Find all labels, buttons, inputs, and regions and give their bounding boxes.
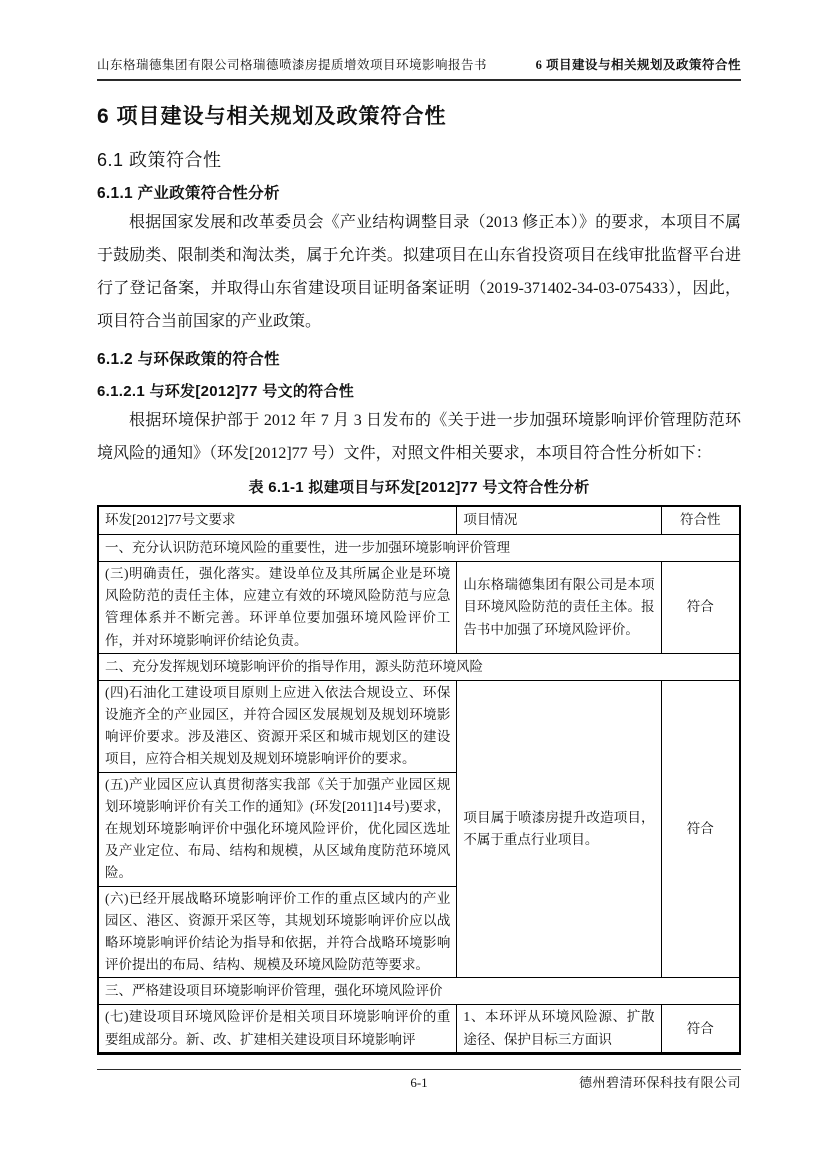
requirement-four: (四)石油化工建设项目原则上应进入依法合规设立、环保设施齐全的产业园区，并符合园区发展规划及规划环境影响评价要求。涉及港区、资源开采区和城市规划区的建设项目，应符合相关规划及规划环境影响评价的要求。: [98, 680, 457, 772]
section-title-policy-conformity: 6.1 政策符合性: [97, 150, 222, 170]
column-header-situation: 项目情况: [457, 506, 661, 535]
page-footer: [97, 1069, 741, 1095]
page-number: 6-1: [410, 1074, 428, 1090]
requirement-five: (五)产业园区应认真贯彻落实我部《关于加强产业园区规划环境影响评价有关工作的通知》(环发[2011]14号)要求，在规划环境影响评价中强化环境风险评价，优化园区选址及产业定位、布局、结构和规模，从区域角度防范环境风险。: [98, 772, 457, 886]
column-header-requirement: 环发[2012]77号文要求: [98, 506, 457, 535]
section-header-1: 一、充分认识防范环境风险的重要性，进一步加强环境影响评价管理: [98, 535, 740, 562]
table-caption: 表 6.1-1 拟建项目与环发[2012]77 号文符合性分析: [248, 479, 590, 496]
section-header-3: 三、严格建设项目环境影响评价管理，强化环境风险评价: [98, 978, 740, 1005]
column-header-conformity: 符合性: [661, 506, 740, 535]
situation-three: 山东格瑞德集团有限公司是本项目环境风险防范的责任主体。报告书中加强了环境风险评价。: [457, 562, 661, 654]
table-section-row-3: [98, 978, 740, 1005]
table-header-row: [98, 506, 740, 535]
subsection-title-doc77: 6.1.2.1 与环发[2012]77 号文的符合性: [97, 383, 355, 400]
table-section-row-2: [98, 653, 740, 680]
conformity-three: 符合: [661, 562, 740, 654]
situation-seven: 1、本环评从环境风险源、扩散途径、保护目标三方面识: [457, 1005, 661, 1053]
running-header-chapter: 6 项目建设与相关规划及政策符合性: [535, 58, 741, 72]
running-header-report-title: 山东格瑞德集团有限公司格瑞德喷漆房提质增效项目环境影响报告书: [97, 58, 488, 72]
chapter-title: 6 项目建设与相关规划及政策符合性: [97, 105, 447, 128]
table-row-item-four: [98, 680, 740, 772]
table-section-row-1: [98, 535, 740, 562]
requirement-six: (六)已经开展战略环境影响评价工作的重点区域内的产业园区、港区、资源开采区等，其规划环境影响评价应以战略环境影响评价结论为指导和依据，并符合战略环境影响评价提出的布局、结构、规模及环境风险防范等要求。: [98, 886, 457, 978]
conformity-seven: 符合: [661, 1005, 740, 1053]
section-header-2: 二、充分发挥规划环境影响评价的指导作用，源头防范环境风险: [98, 653, 740, 680]
requirement-seven: (七)建设项目环境风险评价是相关项目环境影响评价的重要组成部分。新、改、扩建相关建设项目环境影响评: [98, 1005, 457, 1053]
subsection-title-industry-policy: 6.1.1 产业政策符合性分析: [97, 185, 280, 202]
paragraph-doc77-intro: 根据环境保护部于 2012 年 7 月 3 日发布的《关于进一步加强环境影响评价管理防范环境风险的通知》（环发[2012]77 号）文件，对照文件相关要求，本项目符合性分析如下：: [97, 412, 741, 462]
table-row-item-seven: [98, 1005, 740, 1053]
paragraph-industry-policy: 根据国家发展和改革委员会《产业结构调整目录（2013 修正本）》的要求，本项目不属于鼓励类、限制类和淘汰类，属于允许类。拟建项目在山东省投资项目在线审批监督平台进行了登记备案，并取得山东省建设项目证明备案证明（2019-371402-34-03-075433），因此，项目符合当前国家的产业政策。: [97, 214, 741, 330]
conformity-merged: 符合: [661, 680, 740, 978]
requirement-three: (三)明确责任，强化落实。建设单位及其所属企业是环境风险防范的责任主体，应建立有效的环境风险防范与应急管理体系并不断完善。环评单位要加强环境风险评价工作，并对环境影响评价结论负责。: [98, 562, 457, 654]
running-header: [97, 55, 741, 81]
situation-merged: 项目属于喷漆房提升改造项目，不属于重点行业项目。: [457, 680, 661, 978]
footer-company-name: 德州碧清环保科技有限公司: [578, 1074, 741, 1090]
subsection-title-env-policy: 6.1.2 与环保政策的符合性: [97, 351, 280, 368]
table-row-item-three: [98, 562, 740, 654]
compliance-table: [97, 505, 741, 1055]
